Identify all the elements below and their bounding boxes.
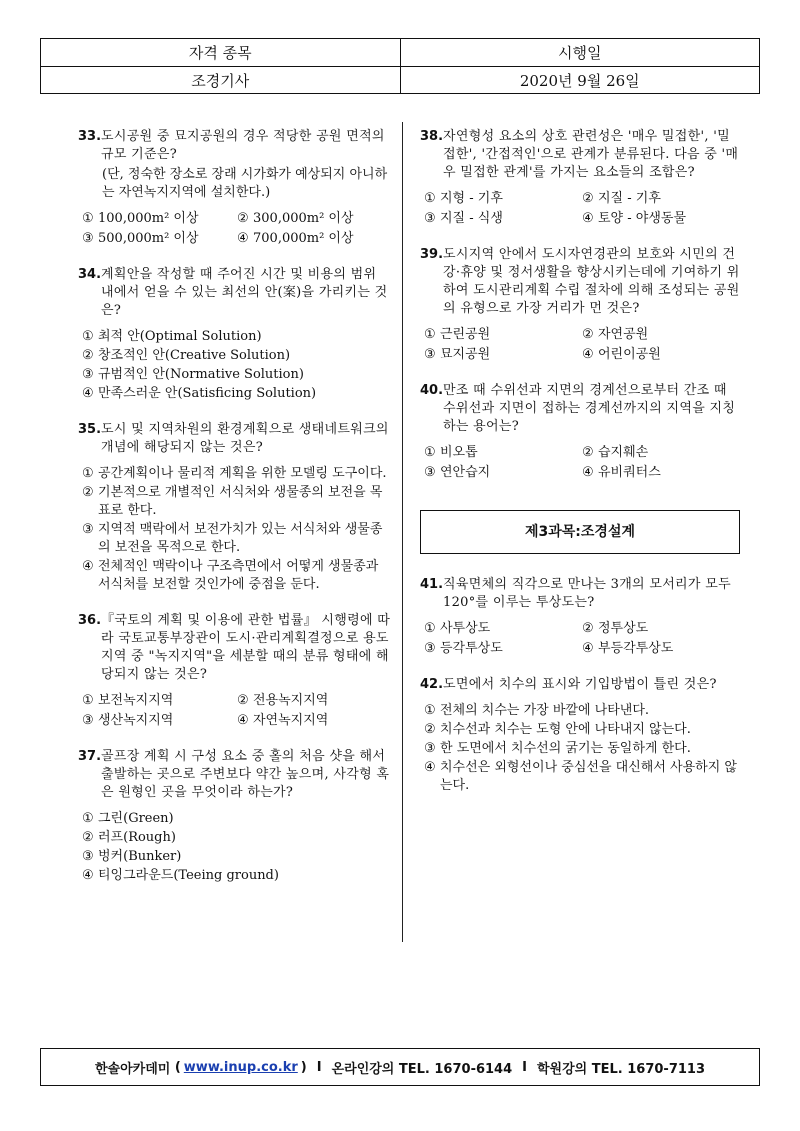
option-number: ② — [82, 348, 94, 363]
option-number: ④ — [582, 211, 594, 226]
question-text — [420, 676, 740, 694]
option-text: 벙커(Bunker) — [98, 849, 182, 864]
question-number: 35. — [78, 422, 102, 437]
question-body: 도면에서 치수의 표시와 기입방법이 틀린 것은? — [443, 677, 717, 692]
option-number: ① — [424, 191, 436, 206]
answer-option — [582, 640, 740, 658]
answer-option — [82, 810, 392, 828]
column-divider — [402, 122, 403, 942]
option-number: ① — [82, 466, 94, 481]
answer-option — [237, 210, 392, 228]
option-number: ① — [424, 327, 436, 342]
answer-option — [82, 210, 237, 228]
question-number: 42. — [420, 677, 444, 692]
option-number: ① — [424, 445, 436, 460]
option-number: ④ — [82, 559, 94, 574]
option-text: 500,000m² 이상 — [98, 231, 199, 246]
answer-option — [424, 702, 740, 720]
answer-option — [582, 346, 740, 364]
answer-option — [424, 346, 582, 364]
answer-option — [424, 759, 740, 795]
answer-option — [82, 521, 392, 557]
option-text: 치수선과 치수는 도형 안에 나타내지 않는다. — [440, 722, 691, 737]
question-text — [78, 266, 392, 320]
answer-options — [78, 210, 392, 248]
answer-option — [82, 328, 392, 346]
answer-option — [582, 210, 740, 228]
right-column-top — [420, 128, 740, 482]
option-number: ③ — [82, 522, 94, 537]
option-text: 부등각투상도 — [598, 641, 674, 656]
option-number: ① — [82, 693, 94, 708]
option-number: ④ — [582, 641, 594, 656]
question-text — [420, 382, 740, 436]
footer-url-link[interactable]: www.inup.co.kr — [183, 1059, 298, 1075]
right-column — [420, 128, 740, 813]
option-text: 100,000m² 이상 — [98, 211, 199, 226]
answer-options — [420, 444, 740, 482]
option-number: ② — [424, 722, 436, 737]
option-text: 전체적인 맥락이나 구조측면에서 어떻게 생물종과 서식처를 보전할 것인가에 중점을 둔다. — [98, 559, 379, 592]
answer-options — [420, 702, 740, 795]
option-text: 묘지공원 — [440, 347, 491, 362]
exam-header-table — [40, 38, 760, 94]
question-body: 도시지역 안에서 도시자연경관의 보호와 시민의 건강·휴양 및 정서생활을 향상시키는데에 기여하기 위하여 도시관리계획 수립 절차에 의해 조성되는 공원의 유형으로 가장 거리가 먼 것은? — [443, 247, 740, 316]
answer-option — [82, 867, 392, 885]
option-number: ③ — [424, 347, 436, 362]
right-column-bottom — [420, 576, 740, 795]
option-text: 러프(Rough) — [98, 830, 176, 845]
answer-option — [82, 347, 392, 365]
option-text: 기본적으로 개별적인 서식처와 생물종의 보전을 목표로 한다. — [98, 485, 383, 518]
answer-option — [582, 620, 740, 638]
option-text: 지질 - 기후 — [598, 191, 661, 206]
option-text: 토양 - 야생동물 — [598, 211, 687, 226]
question-number: 40. — [420, 383, 444, 398]
answer-option — [424, 721, 740, 739]
answer-options — [78, 810, 392, 885]
footer-separator: I — [522, 1059, 527, 1075]
footer-academy: 한솔아카데미 — [94, 1061, 171, 1077]
option-number: ④ — [237, 713, 249, 728]
option-number: ② — [237, 693, 249, 708]
option-text: 창조적인 안(Creative Solution) — [98, 348, 291, 363]
option-number: ② — [582, 191, 594, 206]
option-number: ③ — [82, 231, 94, 246]
option-number: ② — [82, 830, 94, 845]
answer-option — [82, 465, 392, 483]
question-body: 골프장 계획 시 구성 요소 중 홀의 처음 샷을 해서 출발하는 곳으로 주변보다 약간 높으며, 사각형 혹은 원형인 곳을 무엇이라 하는가? — [101, 749, 390, 800]
option-number: ① — [82, 811, 94, 826]
option-number: ④ — [582, 465, 594, 480]
answer-option — [424, 190, 582, 208]
question-block — [78, 421, 392, 594]
answer-option — [82, 230, 237, 248]
answer-options — [78, 328, 392, 403]
option-number: ③ — [82, 849, 94, 864]
option-number: ③ — [424, 211, 436, 226]
option-text: 300,000m² 이상 — [253, 211, 354, 226]
answer-option — [424, 740, 740, 758]
answer-option — [424, 640, 582, 658]
answer-options — [420, 190, 740, 228]
answer-option — [82, 558, 392, 594]
header-date-value: 2020년 9월 26일 — [400, 67, 760, 94]
option-number: ④ — [424, 760, 436, 775]
answer-option — [424, 444, 582, 462]
question-block — [420, 246, 740, 364]
question-body: 도시 및 지역차원의 환경계획으로 생태네트워크의 개념에 해당되지 않는 것은? — [101, 422, 389, 455]
question-text — [420, 128, 740, 182]
option-number: ③ — [82, 367, 94, 382]
option-text: 700,000m² 이상 — [253, 231, 354, 246]
option-text: 그린(Green) — [98, 811, 174, 826]
question-text — [78, 748, 392, 802]
question-text — [78, 128, 392, 164]
option-text: 공간계획이나 물리적 계획을 위한 모델링 도구이다. — [98, 466, 387, 481]
option-number: ① — [82, 211, 94, 226]
header-subject-value: 조경기사 — [191, 72, 250, 90]
answer-option — [82, 692, 237, 710]
answer-option — [237, 230, 392, 248]
left-column — [78, 128, 392, 903]
question-block — [78, 748, 392, 885]
question-body: 만조 때 수위선과 지면의 경계선으로부터 간조 때 수위선과 지면이 접하는 경계선까지의 지역을 지칭하는 용어는? — [443, 383, 736, 434]
answer-options — [420, 620, 740, 658]
option-number: ① — [424, 703, 436, 718]
question-body: 자연형성 요소의 상호 관련성은 '매우 밀접한', '밀접한', '간접적인'으로 관계가 분류된다. 다음 중 '매우 밀접한 관계'를 가지는 요소들의 조합은? — [443, 129, 739, 180]
option-number: ① — [82, 329, 94, 344]
header-subject-label: 자격 종목 — [188, 44, 252, 62]
question-block — [78, 266, 392, 403]
answer-option — [582, 326, 740, 344]
question-text — [78, 612, 392, 684]
question-block — [420, 676, 740, 795]
answer-option — [424, 326, 582, 344]
answer-option — [424, 210, 582, 228]
footer-separator: I — [316, 1059, 322, 1075]
answer-option — [82, 712, 237, 730]
question-block — [78, 612, 392, 730]
section-title: 제3과목:조경설계 — [420, 510, 740, 554]
question-number: 34. — [78, 267, 102, 282]
option-number: ③ — [424, 741, 436, 756]
option-text: 어린이공원 — [598, 347, 661, 362]
answer-option — [582, 444, 740, 462]
option-number: ② — [582, 621, 594, 636]
answer-option — [82, 484, 392, 520]
option-text: 비오톱 — [440, 445, 478, 460]
question-block — [78, 128, 392, 248]
answer-option — [424, 620, 582, 638]
option-text: 등각투상도 — [440, 641, 503, 656]
answer-option — [82, 385, 392, 403]
option-text: 연안습지 — [440, 465, 491, 480]
option-text: 전용녹지지역 — [253, 693, 329, 708]
question-number: 37. — [78, 749, 102, 764]
answer-options — [420, 326, 740, 364]
option-text: 유비쿼터스 — [598, 465, 661, 480]
option-number: ② — [237, 211, 249, 226]
option-text: 지형 - 기후 — [440, 191, 503, 206]
question-text — [78, 421, 392, 457]
question-block — [420, 128, 740, 228]
option-number: ② — [582, 445, 594, 460]
option-text: 자연녹지지역 — [253, 713, 329, 728]
answer-options — [78, 465, 392, 594]
question-block — [420, 382, 740, 482]
option-number: ③ — [424, 465, 436, 480]
option-text: 한 도면에서 치수선의 굵기는 동일하게 한다. — [440, 741, 691, 756]
option-number: ② — [582, 327, 594, 342]
footer-offline-phone: 학원강의 TEL. 1670-7113 — [537, 1061, 706, 1077]
answer-option — [424, 464, 582, 482]
question-body: 직육면체의 직각으로 만나는 3개의 모서리가 모두 120°를 이루는 투상도는? — [443, 577, 731, 610]
answer-options — [78, 692, 392, 730]
question-text — [420, 246, 740, 318]
option-text: 티잉그라운드(Teeing ground) — [98, 868, 279, 883]
question-block — [420, 576, 740, 658]
question-body: 『국토의 계획 및 이용에 관한 법률』 시행령에 따라 국토교통부장관이 도시·관리계획결정으로 용도지역 중 "녹지지역"을 세분할 때의 분류 형태에 해당되지 않는 것은? — [101, 613, 391, 682]
answer-option — [237, 692, 392, 710]
option-number: ③ — [82, 713, 94, 728]
option-text: 생산녹지지역 — [98, 713, 174, 728]
option-text: 지역적 맥락에서 보전가치가 있는 서식처와 생물종의 보전을 목적으로 한다. — [98, 522, 383, 555]
answer-option — [82, 848, 392, 866]
option-text: 규범적인 안(Normative Solution) — [98, 367, 304, 382]
option-text: 자연공원 — [598, 327, 649, 342]
option-text: 만족스러운 안(Satisficing Solution) — [98, 386, 317, 401]
answer-option — [82, 829, 392, 847]
question-number: 39. — [420, 247, 444, 262]
question-note: (단, 정숙한 장소로 장래 시가화가 예상되지 아니하는 자연녹지지역에 설치한다.) — [102, 167, 388, 200]
answer-option — [237, 712, 392, 730]
option-text: 최적 안(Optimal Solution) — [98, 329, 262, 344]
question-number: 36. — [78, 613, 102, 628]
answer-option — [582, 190, 740, 208]
question-number: 38. — [420, 129, 444, 144]
option-text: 치수선은 외형선이나 중심선을 대신해서 사용하지 않는다. — [440, 760, 737, 793]
question-number: 33. — [78, 129, 102, 144]
option-number: ① — [424, 621, 436, 636]
question-text — [420, 576, 740, 612]
option-number: ④ — [582, 347, 594, 362]
option-text: 전체의 치수는 가장 바깥에 나타낸다. — [440, 703, 650, 718]
answer-option — [582, 464, 740, 482]
option-text: 지질 - 식생 — [440, 211, 503, 226]
option-number: ④ — [237, 231, 249, 246]
question-number: 41. — [420, 577, 444, 592]
footer-online-phone: 온라인강의 TEL. 1670-6144 — [331, 1061, 513, 1077]
option-number: ③ — [424, 641, 436, 656]
option-text: 보전녹지지역 — [98, 693, 174, 708]
footer-bar: 한솔아카데미 ( www.inup.co.kr ) I 온라인강의 TEL. 1670-6144 I 학원강의 TEL. 1670-7113 — [40, 1048, 760, 1086]
option-text: 근린공원 — [440, 327, 491, 342]
option-text: 정투상도 — [598, 621, 649, 636]
option-number: ④ — [82, 868, 94, 883]
option-text: 사투상도 — [440, 621, 491, 636]
option-number: ② — [82, 485, 94, 500]
answer-option — [82, 366, 392, 384]
option-number: ④ — [82, 386, 94, 401]
option-text: 습지훼손 — [598, 445, 649, 460]
header-date-label: 시행일 — [400, 39, 760, 66]
question-body: 도시공원 중 묘지공원의 경우 적당한 공원 면적의 규모 기준은? — [101, 129, 385, 162]
question-body: 계획안을 작성할 때 주어진 시간 및 비용의 범위 내에서 얻을 수 있는 최선의 안(案)을 가리키는 것은? — [101, 267, 388, 318]
